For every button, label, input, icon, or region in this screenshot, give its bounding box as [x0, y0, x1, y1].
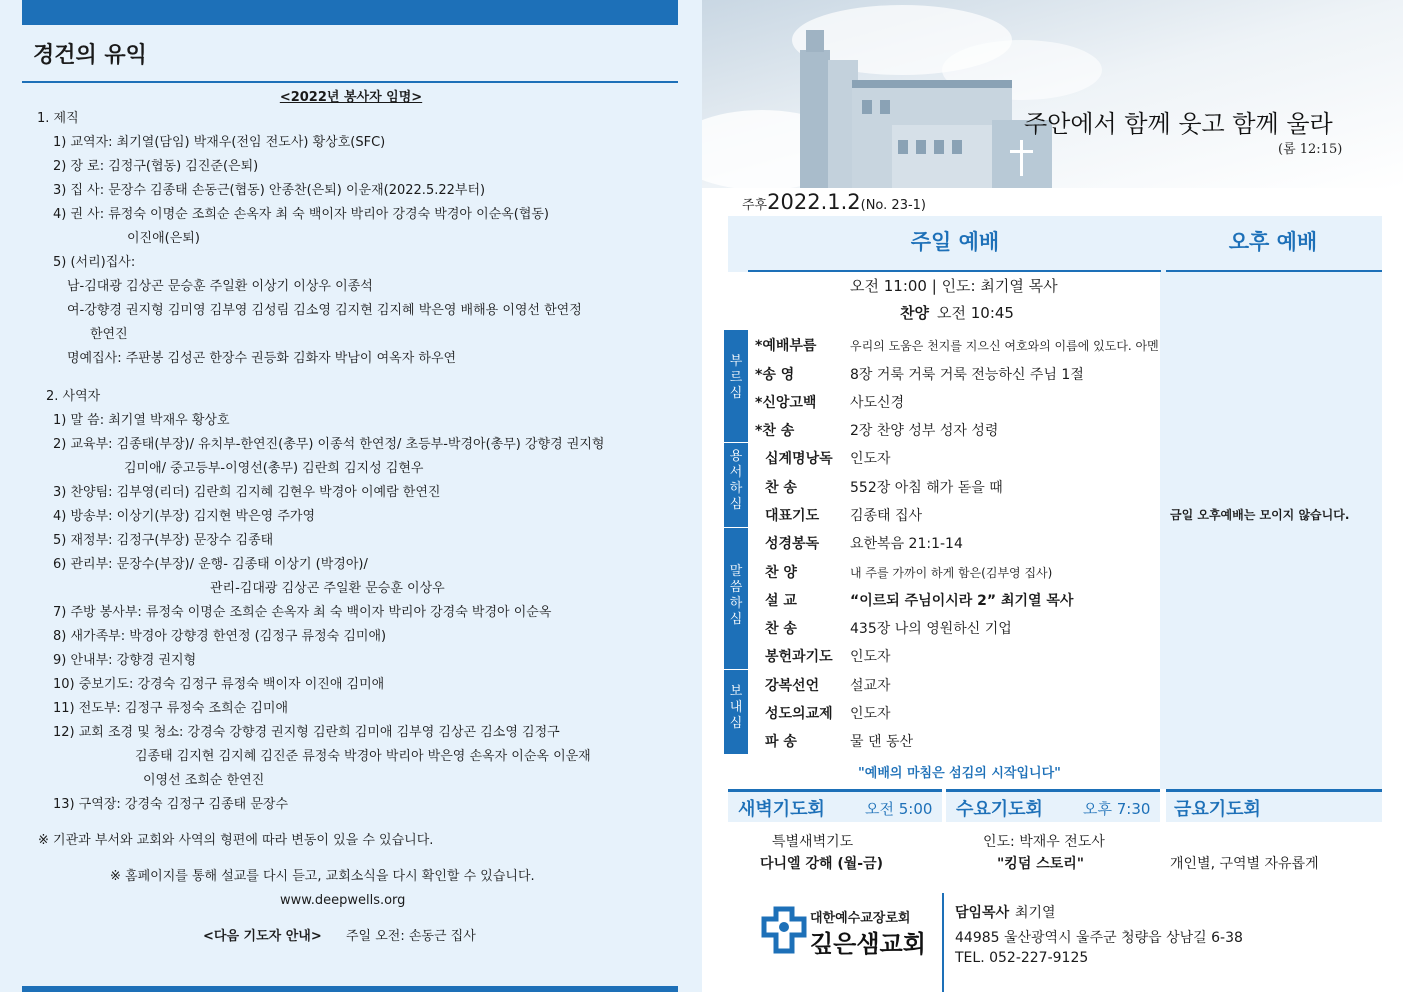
pastor-name: 최기열	[1015, 905, 1056, 921]
change-notice: ※ 기관과 부서와 교회와 사역의 형편에 따라 변동이 있을 수 있습니다.	[38, 833, 434, 848]
item-value: 물 댄 동산	[850, 734, 913, 750]
item-name: 파 송	[765, 734, 797, 750]
item-value: 2장 찬양 성부 성자 성령	[850, 423, 999, 439]
bottom-accent-bar	[22, 986, 678, 992]
list-line: 김미애/ 중고등부-이영선(총무) 김란희 김지성 김현우	[124, 461, 424, 476]
wed-line1: 인도: 박재우 전도사	[983, 834, 1105, 850]
item-name: 설 교	[765, 593, 797, 609]
list-line: 10) 중보기도: 강경숙 김정구 류정숙 백이자 이진애 김미애	[53, 677, 385, 692]
item-value: 435장 나의 영원하신 기업	[850, 621, 1012, 637]
list-line: 관리-김대광 김상곤 주일환 문승훈 이상우	[210, 581, 445, 596]
fri-prayer-title: 금요기도회	[1174, 799, 1261, 820]
list-line: 명예집사: 주판봉 김성곤 한장수 권등화 김화자 박남이 여옥자 하우연	[67, 351, 457, 366]
church-address: 44985 울산광역시 울주군 청량읍 상남길 6-38	[955, 930, 1243, 946]
dawn-prayer-time: 오전 5:00	[865, 800, 933, 818]
church-logo	[760, 905, 808, 959]
list-line: 한연진	[90, 327, 128, 342]
item-name: 성경봉독	[765, 536, 820, 552]
list-line: 5) 재정부: 김정구(부장) 문장수 김종태	[53, 533, 274, 548]
section-label-text: 부르심	[729, 354, 743, 401]
item-value: 8장 거룩 거룩 거룩 전능하신 주님 1절	[850, 367, 1084, 383]
dawn-prayer-title: 새벽기도회	[738, 799, 825, 820]
praise-label: 찬양	[900, 304, 929, 322]
list-line: 2) 교육부: 김종태(부장)/ 유치부-한연진(총무) 이종석 한연정/ 초등부-박경아(총무) 강향경 권지형	[53, 437, 605, 452]
list-line: 여-강향경 권지형 김미영 김부영 김성림 김소영 김지현 김지혜 박은영 배해용 이영선 한연정	[67, 303, 582, 318]
wed-line2: "킹덤 스토리"	[997, 856, 1085, 872]
item-value: 우리의 도움은 천지를 지으신 여호와의 이름에 있도다. 아멘	[850, 339, 1159, 353]
hero-banner	[702, 0, 1403, 188]
wed-prayer-time: 오후 7:30	[1083, 800, 1151, 818]
appointment-subtitle: <2022년 봉사자 임명>	[279, 90, 423, 105]
section-label-sending	[724, 670, 748, 754]
section-label-text: 보내심	[729, 684, 743, 731]
item-value: 인도자	[850, 706, 891, 722]
section-label-speaking	[724, 528, 748, 669]
item-name: 찬 송	[765, 621, 797, 637]
issue-number: (No. 23-1)	[860, 198, 927, 213]
footer-divider	[942, 893, 944, 992]
section-label-forgiving	[724, 443, 748, 527]
item-name: 성도의교제	[765, 706, 833, 722]
section-label-calling	[724, 330, 748, 442]
list-line: 1) 말 씀: 최기열 박재우 황상호	[53, 413, 230, 428]
item-name: 십계명낭독	[765, 451, 833, 467]
next-prayer-label: <다음 기도자 안내>	[203, 929, 322, 944]
church-phone: TEL. 052-227-9125	[955, 950, 1089, 966]
list-line: 이진애(은퇴)	[127, 231, 200, 246]
fri-line1: 개인별, 구역별 자유롭게	[1170, 856, 1319, 872]
section-label-text: 용서하심	[729, 449, 743, 512]
closing-note: "예배의 마침은 섬김의 시작입니다"	[858, 766, 1061, 781]
item-name: *송 영	[755, 367, 795, 383]
list-line: 이영선 조희순 한연진	[143, 773, 265, 788]
item-name: 찬 송	[765, 480, 797, 496]
item-name: *예배부름	[755, 338, 817, 354]
list-line: 7) 주방 봉사부: 류정숙 이명순 조희순 손옥자 최 숙 백이자 박리아 강경숙 박경아 이순옥	[53, 605, 552, 620]
section-heading: 2. 사역자	[46, 389, 101, 404]
denomination: 대한예수교장로회	[810, 911, 911, 926]
section-heading: 1. 제직	[37, 111, 79, 126]
motto-verse: (롬 12:15)	[1278, 142, 1343, 157]
item-value: 내 주를 가까이 하게 함은(김부영 집사)	[850, 566, 1053, 580]
service-time: 오전 11:00 | 인도: 최기열 목사	[850, 277, 1058, 295]
dawn-line1: 특별새벽기도	[772, 834, 854, 850]
list-line: 2) 장 로: 김정구(협동) 김진준(은퇴)	[53, 159, 259, 174]
item-value: 인도자	[850, 451, 891, 467]
afternoon-service-heading: 오후 예배	[1228, 230, 1318, 254]
church-cross-icon	[760, 905, 808, 955]
list-line: 1) 교역자: 최기열(담임) 박재우(전임 전도사) 황상호(SFC)	[53, 135, 386, 150]
top-accent-bar	[22, 0, 678, 25]
list-line: 4) 방송부: 이상기(부장) 김지현 박은영 주가영	[53, 509, 316, 524]
list-line: 6) 관리부: 문장수(부장)/ 운행- 김종태 이상기 (박경아)/	[53, 557, 368, 572]
item-value: 설교자	[850, 678, 891, 694]
list-line: 3) 집 사: 문장수 김종태 손동근(협동) 안종찬(은퇴) 이운재(2022.5.22부터)	[53, 183, 486, 198]
sermon-title: “이르되 주님이시라 2” 최기열 목사	[850, 593, 1074, 609]
pastor-label: 담임목사	[955, 905, 1010, 921]
list-line: 김종태 김지현 김지혜 김진준 류정숙 박경아 박리아 박은영 손옥자 이순옥 이운재	[135, 749, 591, 764]
date-prefix: 주후	[742, 198, 768, 213]
sunday-service-heading: 주일 예배	[910, 230, 1000, 254]
item-value: 김종태 집사	[850, 508, 923, 524]
list-line: 남-김대광 김상곤 문승훈 주일환 이상기 이상우 이종석	[67, 279, 373, 294]
list-line: 3) 찬양팀: 김부영(리더) 김란희 김지혜 김현우 박경아 이예람 한연진	[53, 485, 441, 500]
list-line: 11) 전도부: 김정구 류정숙 조희순 김미애	[53, 701, 289, 716]
list-line: 13) 구역장: 강경숙 김정구 김종태 문장수	[53, 797, 289, 812]
list-line: 8) 새가족부: 박경아 강향경 한연정 (김정구 류정숙 김미애)	[53, 629, 387, 644]
dawn-line2: 다니엘 강해 (월-금)	[760, 856, 884, 872]
church-building-image	[702, 0, 1403, 188]
praise-time: 오전 10:45	[937, 304, 1014, 322]
next-prayer-value: 주일 오전: 손동근 집사	[346, 929, 476, 944]
church-name: 깊은샘교회	[810, 930, 926, 958]
item-name: 강복선언	[765, 678, 820, 694]
sunday-heading-underline	[748, 270, 1161, 272]
item-value: 사도신경	[850, 395, 905, 411]
homepage-link[interactable]: www.deepwells.org	[280, 893, 406, 908]
title-divider	[22, 81, 678, 83]
item-name: 봉헌과기도	[765, 649, 833, 665]
date-line	[742, 190, 926, 214]
afternoon-note: 금일 오후예배는 모이지 않습니다.	[1170, 508, 1350, 522]
item-name: 찬 양	[765, 565, 797, 581]
item-name: *신앙고백	[755, 395, 817, 411]
item-value: 인도자	[850, 649, 891, 665]
afternoon-heading-underline	[1166, 270, 1382, 272]
list-line: 4) 권 사: 류정숙 이명순 조희순 손옥자 최 숙 백이자 박리아 강경숙 박경아 이순옥(협동)	[53, 207, 550, 222]
section-label-text: 말씀하심	[729, 564, 743, 627]
item-name: 대표기도	[765, 508, 820, 524]
bulletin-date: 2022.1.2	[767, 190, 861, 214]
item-name: *찬 송	[755, 423, 795, 439]
homepage-notice: ※ 홈페이지를 통해 설교를 다시 듣고, 교회소식을 다시 확인할 수 있습니다.	[110, 869, 535, 884]
list-line: 5) (서리)집사:	[53, 255, 136, 270]
motto: 주안에서 함께 웃고 함께 울라	[1024, 110, 1333, 138]
wed-prayer-title: 수요기도회	[956, 799, 1043, 820]
item-value: 552장 아침 해가 돋을 때	[850, 480, 1003, 496]
page-title: 경건의 유익	[33, 43, 147, 68]
list-line: 9) 안내부: 강향경 권지형	[53, 653, 197, 668]
list-line: 12) 교회 조경 및 청소: 강경숙 강향경 권지형 김란희 김미애 김부영 김상곤 김소영 김정구	[53, 725, 560, 740]
item-value: 요한복음 21:1-14	[850, 536, 963, 552]
